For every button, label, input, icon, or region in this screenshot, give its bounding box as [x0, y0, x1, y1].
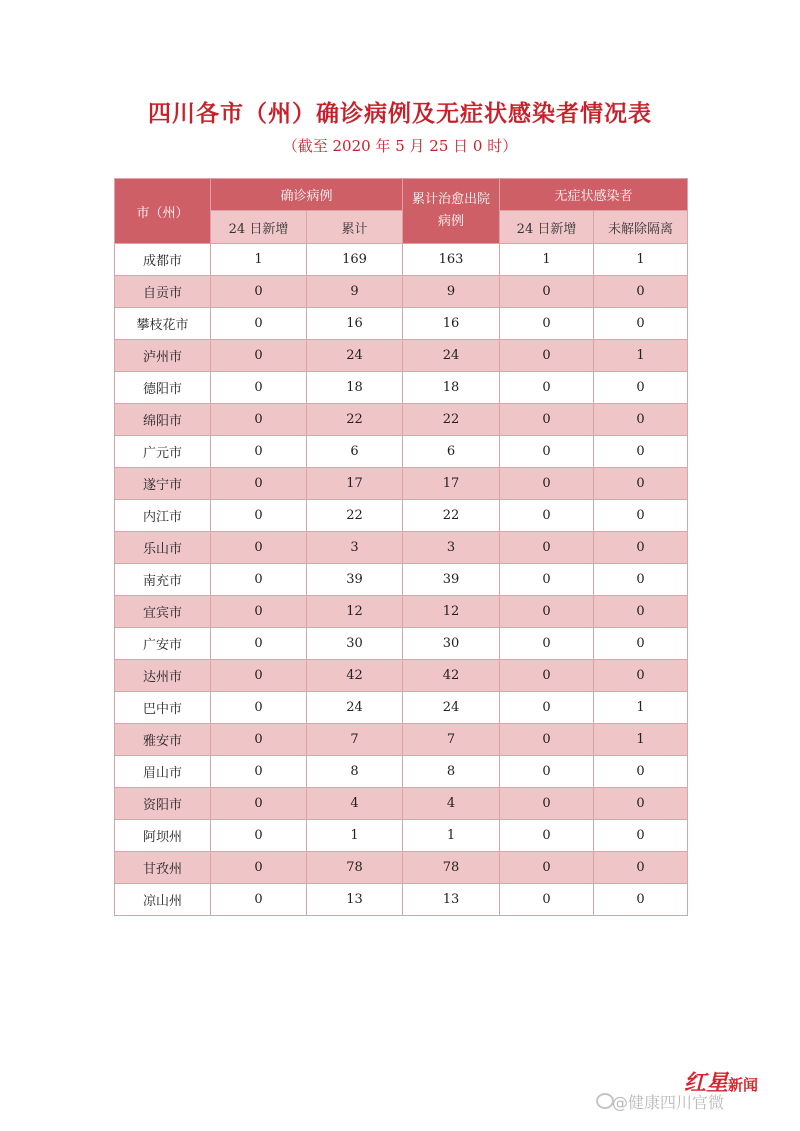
cell-asym-unreleased: 0 — [594, 628, 688, 660]
cell-city: 宜宾市 — [115, 596, 211, 628]
cell-cured: 18 — [403, 372, 500, 404]
cell-confirmed-new: 0 — [211, 852, 307, 884]
cell-asym-new: 0 — [500, 564, 594, 596]
cell-asym-unreleased: 1 — [594, 244, 688, 276]
cell-city: 泸州市 — [115, 340, 211, 372]
cell-confirmed-new: 0 — [211, 404, 307, 436]
cell-city: 成都市 — [115, 244, 211, 276]
cell-confirmed-new: 0 — [211, 660, 307, 692]
page-title: 四川各市（州）确诊病例及无症状感染者情况表 — [148, 100, 652, 127]
table-row — [115, 340, 688, 372]
header-asymptomatic-group: 无症状感染者 — [500, 179, 688, 211]
cell-city: 广安市 — [115, 628, 211, 660]
cell-city: 内江市 — [115, 500, 211, 532]
cell-asym-unreleased: 0 — [594, 404, 688, 436]
cell-asym-new: 0 — [500, 436, 594, 468]
cell-asym-new: 0 — [500, 884, 594, 916]
cell-asym-unreleased: 1 — [594, 340, 688, 372]
cell-asym-new: 0 — [500, 756, 594, 788]
cell-asym-new: 0 — [500, 340, 594, 372]
cell-asym-new: 0 — [500, 532, 594, 564]
cell-confirmed-total: 39 — [307, 564, 403, 596]
cell-cured: 9 — [403, 276, 500, 308]
cell-confirmed-new: 0 — [211, 756, 307, 788]
cell-cured: 4 — [403, 788, 500, 820]
cell-asym-new: 0 — [500, 468, 594, 500]
cell-confirmed-total: 16 — [307, 308, 403, 340]
cell-asym-unreleased: 0 — [594, 596, 688, 628]
redstar-news-logo — [684, 1066, 758, 1097]
cell-confirmed-new: 0 — [211, 340, 307, 372]
cell-confirmed-new: 0 — [211, 532, 307, 564]
cell-asym-new: 0 — [500, 276, 594, 308]
cell-confirmed-new: 0 — [211, 308, 307, 340]
cell-asym-unreleased: 0 — [594, 500, 688, 532]
table-row — [115, 660, 688, 692]
cell-confirmed-total: 24 — [307, 340, 403, 372]
header-confirmed-group: 确诊病例 — [211, 179, 403, 211]
cell-asym-unreleased: 0 — [594, 660, 688, 692]
cell-cured: 163 — [403, 244, 500, 276]
table-row — [115, 564, 688, 596]
cell-confirmed-total: 13 — [307, 884, 403, 916]
cell-cured: 42 — [403, 660, 500, 692]
table-row — [115, 372, 688, 404]
cell-asym-unreleased: 0 — [594, 820, 688, 852]
header-confirmed-total: 累计 — [307, 211, 403, 244]
cell-asym-unreleased: 0 — [594, 532, 688, 564]
cell-asym-new: 0 — [500, 692, 594, 724]
cell-confirmed-new: 0 — [211, 884, 307, 916]
cell-confirmed-total: 22 — [307, 404, 403, 436]
cell-confirmed-total: 17 — [307, 468, 403, 500]
cell-asym-unreleased: 0 — [594, 564, 688, 596]
cell-cured: 22 — [403, 404, 500, 436]
cell-confirmed-new: 0 — [211, 724, 307, 756]
cell-asym-new: 0 — [500, 852, 594, 884]
cell-confirmed-new: 0 — [211, 596, 307, 628]
table-row — [115, 244, 688, 276]
cell-city: 遂宁市 — [115, 468, 211, 500]
cell-asym-unreleased: 0 — [594, 276, 688, 308]
cell-city: 广元市 — [115, 436, 211, 468]
cell-asym-new: 0 — [500, 596, 594, 628]
cell-cured: 16 — [403, 308, 500, 340]
cell-cured: 12 — [403, 596, 500, 628]
table-row — [115, 884, 688, 916]
cell-city: 绵阳市 — [115, 404, 211, 436]
cell-confirmed-total: 22 — [307, 500, 403, 532]
cell-asym-unreleased: 0 — [594, 436, 688, 468]
cell-cured: 39 — [403, 564, 500, 596]
header-asym-unreleased: 未解除隔离 — [594, 211, 688, 244]
cell-confirmed-new: 0 — [211, 564, 307, 596]
cell-city: 阿坝州 — [115, 820, 211, 852]
cell-confirmed-new: 0 — [211, 820, 307, 852]
cases-table — [114, 178, 688, 916]
cell-asym-new: 0 — [500, 628, 594, 660]
cell-city: 达州市 — [115, 660, 211, 692]
header-asym-new: 24 日新增 — [500, 211, 594, 244]
cell-city: 甘孜州 — [115, 852, 211, 884]
cell-cured: 13 — [403, 884, 500, 916]
table-row — [115, 820, 688, 852]
cell-city: 攀枝花市 — [115, 308, 211, 340]
cell-cured: 24 — [403, 692, 500, 724]
table-row — [115, 756, 688, 788]
table-row — [115, 308, 688, 340]
cell-city: 德阳市 — [115, 372, 211, 404]
cell-asym-new: 0 — [500, 724, 594, 756]
cell-asym-unreleased: 0 — [594, 756, 688, 788]
cell-city: 眉山市 — [115, 756, 211, 788]
cell-asym-unreleased: 0 — [594, 308, 688, 340]
watermark-text: @健康四川官微 — [612, 1093, 725, 1112]
cell-city: 自贡市 — [115, 276, 211, 308]
cell-confirmed-new: 0 — [211, 276, 307, 308]
cell-asym-unreleased: 0 — [594, 852, 688, 884]
cell-cured: 78 — [403, 852, 500, 884]
cell-cured: 1 — [403, 820, 500, 852]
cell-confirmed-total: 12 — [307, 596, 403, 628]
cell-cured: 30 — [403, 628, 500, 660]
cell-asym-unreleased: 0 — [594, 468, 688, 500]
table-row — [115, 724, 688, 756]
cell-confirmed-total: 78 — [307, 852, 403, 884]
cell-confirmed-new: 0 — [211, 788, 307, 820]
table-row — [115, 628, 688, 660]
cell-city: 巴中市 — [115, 692, 211, 724]
cell-cured: 24 — [403, 340, 500, 372]
cell-cured: 7 — [403, 724, 500, 756]
table-row — [115, 532, 688, 564]
cell-asym-new: 0 — [500, 500, 594, 532]
cell-city: 雅安市 — [115, 724, 211, 756]
cell-confirmed-new: 0 — [211, 692, 307, 724]
cell-asym-new: 1 — [500, 244, 594, 276]
cell-asym-unreleased: 1 — [594, 724, 688, 756]
cell-city: 凉山州 — [115, 884, 211, 916]
cell-confirmed-total: 4 — [307, 788, 403, 820]
table-row — [115, 788, 688, 820]
cell-cured: 17 — [403, 468, 500, 500]
cell-confirmed-total: 30 — [307, 628, 403, 660]
cell-confirmed-total: 169 — [307, 244, 403, 276]
cell-asym-unreleased: 0 — [594, 884, 688, 916]
cell-confirmed-total: 9 — [307, 276, 403, 308]
cell-cured: 3 — [403, 532, 500, 564]
cell-confirmed-total: 8 — [307, 756, 403, 788]
cell-asym-new: 0 — [500, 660, 594, 692]
cell-confirmed-total: 18 — [307, 372, 403, 404]
table-row — [115, 500, 688, 532]
cell-asym-unreleased: 1 — [594, 692, 688, 724]
cell-confirmed-total: 7 — [307, 724, 403, 756]
header-city: 市（州） — [115, 179, 211, 244]
cell-asym-new: 0 — [500, 404, 594, 436]
cell-asym-new: 0 — [500, 820, 594, 852]
cell-confirmed-total: 42 — [307, 660, 403, 692]
cell-confirmed-total: 24 — [307, 692, 403, 724]
cell-confirmed-new: 0 — [211, 500, 307, 532]
cell-confirmed-new: 1 — [211, 244, 307, 276]
table-row — [115, 596, 688, 628]
cell-asym-new: 0 — [500, 372, 594, 404]
cell-asym-new: 0 — [500, 308, 594, 340]
cell-confirmed-new: 0 — [211, 372, 307, 404]
table-body — [115, 244, 688, 916]
header-confirmed-new: 24 日新增 — [211, 211, 307, 244]
cell-city: 南充市 — [115, 564, 211, 596]
page-subtitle: （截至 2020 年 5 月 25 日 0 时） — [282, 137, 518, 155]
cell-confirmed-new: 0 — [211, 436, 307, 468]
table-row — [115, 276, 688, 308]
cell-city: 资阳市 — [115, 788, 211, 820]
cell-confirmed-new: 0 — [211, 468, 307, 500]
header-cured: 累计治愈出院病例 — [403, 179, 500, 244]
table-row — [115, 436, 688, 468]
logo-main: 红星 — [684, 1071, 729, 1096]
cell-confirmed-total: 1 — [307, 820, 403, 852]
cell-confirmed-total: 3 — [307, 532, 403, 564]
cell-asym-unreleased: 0 — [594, 372, 688, 404]
cell-cured: 22 — [403, 500, 500, 532]
cell-city: 乐山市 — [115, 532, 211, 564]
table-row — [115, 692, 688, 724]
table-row — [115, 852, 688, 884]
cell-asym-unreleased: 0 — [594, 788, 688, 820]
table-row — [115, 404, 688, 436]
cell-confirmed-new: 0 — [211, 628, 307, 660]
cell-confirmed-total: 6 — [307, 436, 403, 468]
cell-cured: 8 — [403, 756, 500, 788]
table-row — [115, 468, 688, 500]
cell-asym-new: 0 — [500, 788, 594, 820]
logo-small: 新闻 — [728, 1076, 759, 1094]
cell-cured: 6 — [403, 436, 500, 468]
